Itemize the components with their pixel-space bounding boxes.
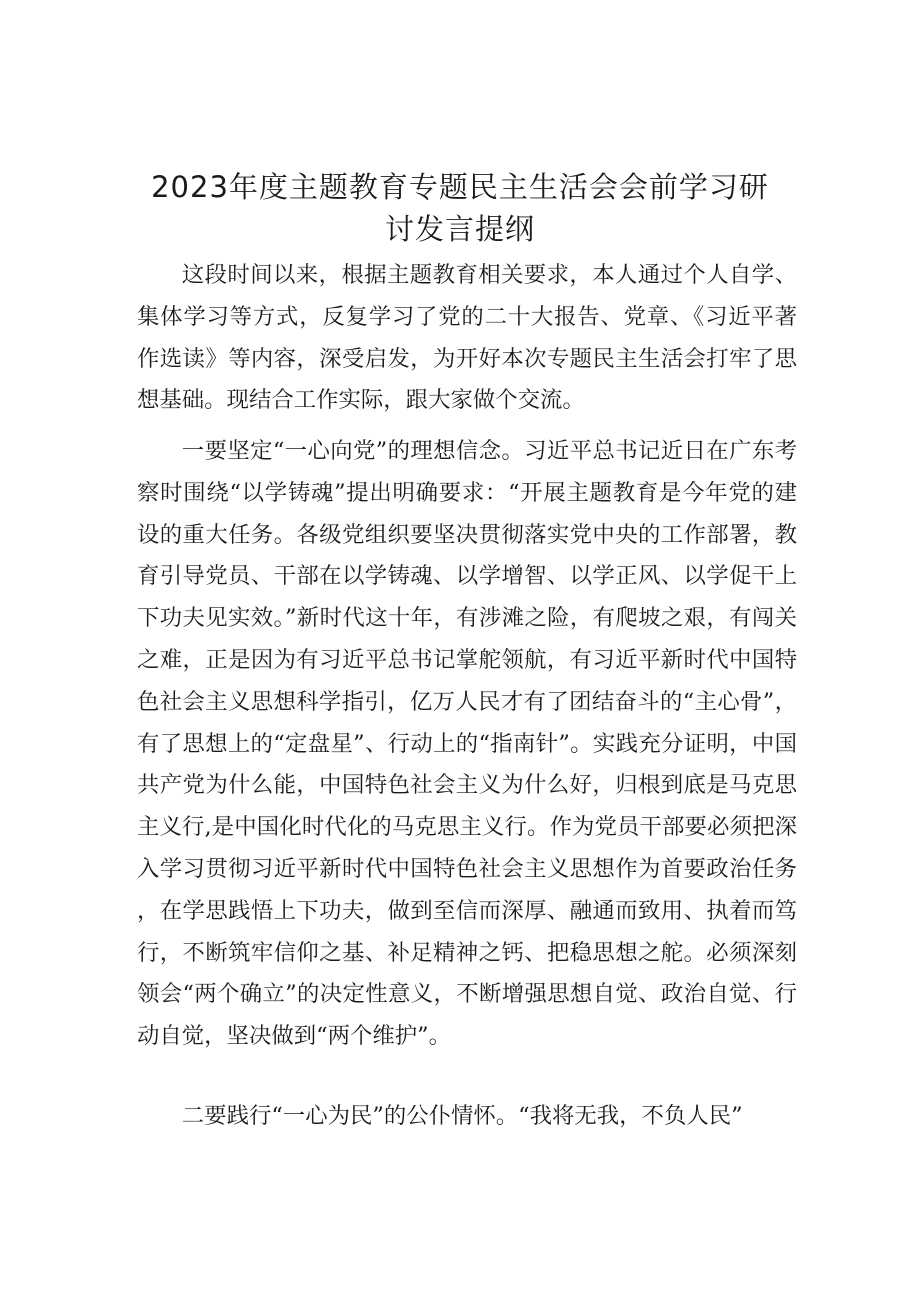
paragraph-intro [137,255,797,422]
paragraph-text: 这段时间以来，根据主题教育相关要求，本人通过个人自学、集体学习等方式，反复学习了党的二十大报告、党章、《习近平著作选读》等内容，深受启发，为开好本次专题民主生活会打牢了思想基础。现结合工作实际，跟大家做个交流。 [137,262,797,414]
document-title-line-1: 2023年度主题教育专题民主生活会会前学习研 [151,170,769,204]
paragraph-point-two [137,1096,797,1138]
paragraph-point-one [137,431,797,1058]
document-title-line-2: 讨发言提纲 [384,212,535,246]
paragraph-text: 一要坚定“一心向党”的理想信念。习近平总书记近日在广东考察时围绕“以学铸魂”提出明确要求：“开展主题教育是今年党的建设的重大任务。各级党组织要坚决贯彻落实党中央的工作部署，教育引导党员、干部在以学铸魂、以学增智、以学正风、以学促干上下功夫见实效。”新时代这十年，有涉滩之险，有爬坡之艰，有闯关之难，正是因为有习近平总书记掌舵领航，有习近平新时代中国特色社会主义思想科学指引，亿万人民才有了团结奋斗的“主心骨”，有了思想上的“定盘星”、行动上的“指南针”。实践充分证明，中国共产党为什么能，中国特色社会主义为什么好，归根到底是马克思主义行,是中国化时代化的马克思主义行。作为党员干部要必须把深入学习贯彻习近平新时代中国特色社会主义思想作为首要政治任务，在学思践悟上下功夫，做到至信而深厚、融通而致用、执着而笃行，不断筑牢信仰之基、补足精神之钙、把稳思想之舵。必须深刻领会“两个确立”的决定性意义，不断增强思想自觉、政治自觉、行动自觉，坚决做到“两个维护”。 [137,438,797,1050]
paragraph-text: 二要践行“一心为民”的公仆情怀。“我将无我，不负人民” [181,1103,743,1129]
